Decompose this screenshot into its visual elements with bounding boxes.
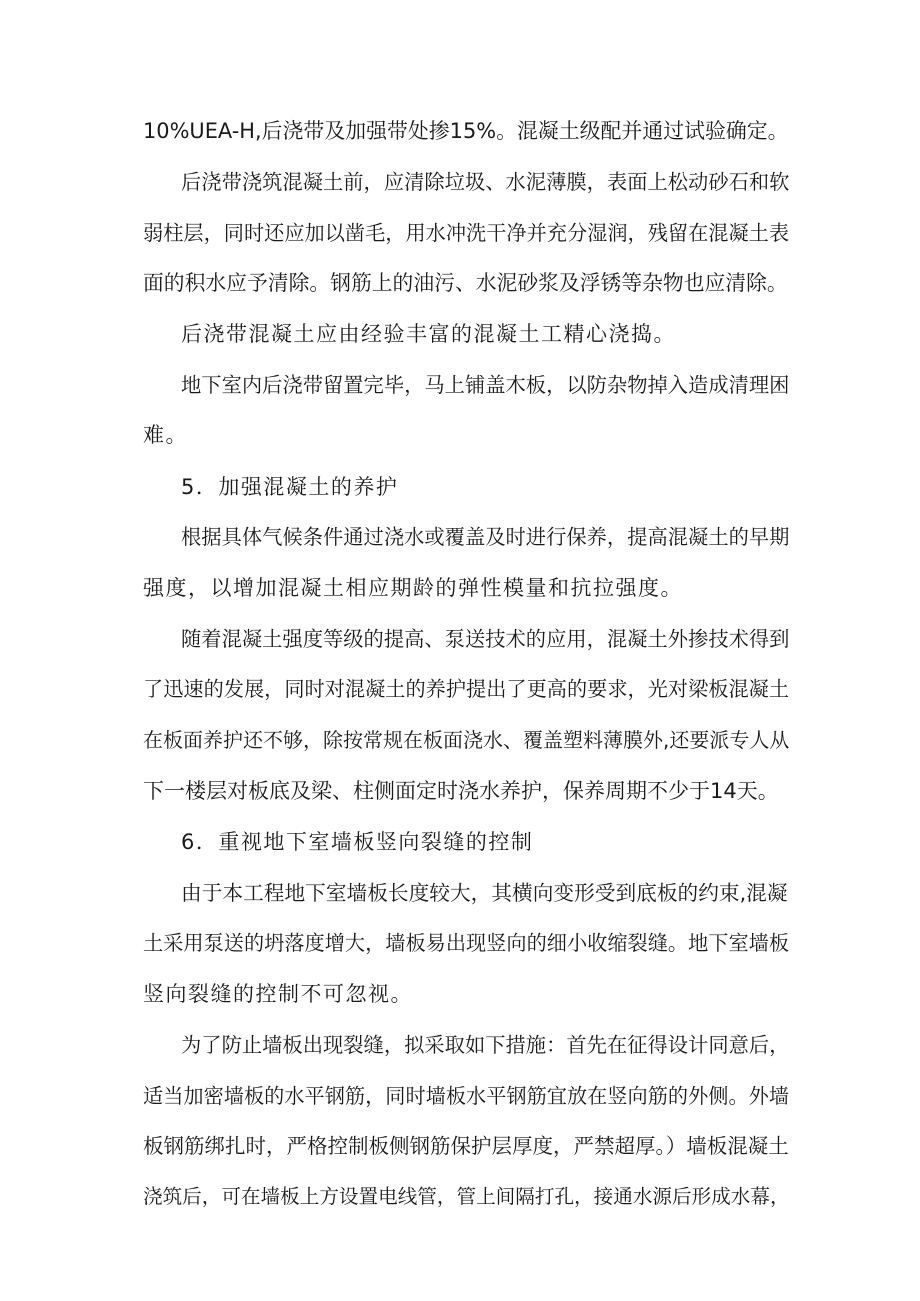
text-line-10: 强度，以增加混凝土相应期龄的弹性模量和抗拉强度。	[143, 576, 683, 600]
text-line-4: 面的积水应予清除。钢筋上的油污、水泥砂浆及浮锈等杂物也应清除。	[143, 271, 788, 295]
text-line-21: 板钢筋绑扎时，严格控制板侧钢筋保护层厚度，严禁超厚。）墙板混凝土	[143, 1134, 789, 1158]
text-line-13: 在板面养护还不够，除按常规在板面浇水、覆盖塑料薄膜外,还要派专人从	[143, 728, 790, 752]
text-line-3: 弱柱层，同时还应加以凿毛，用水冲洗干净并充分湿润，残留在混凝土表	[143, 221, 790, 245]
text-line-14: 下一楼层对板底及梁、柱侧面定时浇水养护，保养周期不少于14天。	[143, 779, 779, 803]
text-line-11: 随着混凝土强度等级的提高、泵送技术的应用，混凝土外掺技术得到	[181, 627, 790, 651]
text-line-9: 根据具体气候条件通过浇水或覆盖及时进行保养，提高混凝土的早期	[181, 525, 790, 549]
text-line-19: 为了防止墙板出现裂缝，拟采取如下措施：首先在征得设计同意后，	[181, 1033, 790, 1057]
text-line-5: 后浇带混凝土应由经验丰富的混凝土工精心浇捣。	[181, 322, 676, 346]
text-line-16: 由于本工程地下室墙板长度较大，其横向变形受到底板的约束,混凝	[181, 881, 788, 905]
section-heading-6: 6．重视地下室墙板竖向裂缝的控制	[181, 830, 534, 854]
text-line-12: 了迅速的发展，同时对混凝土的养护提出了更高的要求，光对梁板混凝土	[143, 677, 790, 701]
text-line-6: 地下室内后浇带留置完毕，马上铺盖木板，以防杂物掉入造成清理困	[181, 373, 790, 397]
text-line-18: 竖向裂缝的控制不可忽视。	[143, 982, 413, 1006]
text-line-17: 土采用泵送的坍落度增大，墙板易出现竖向的细小收缩裂缝。地下室墙板	[143, 931, 790, 955]
text-line-2: 后浇带浇筑混凝土前，应清除垃圾、水泥薄膜，表面上松动砂石和软	[181, 170, 790, 194]
text-line-20: 适当加密墙板的水平钢筋，同时墙板水平钢筋宜放在竖向筋的外侧。外墙	[143, 1084, 790, 1108]
text-line-1: 10%UEA-H,后浇带及加强带处掺15%。混凝土级配并通过试验确定。	[143, 119, 789, 143]
text-line-22: 浇筑后，可在墙板上方设置电线管，管上间隔打孔，接通水源后形成水幕，	[143, 1185, 790, 1208]
section-heading-5: 5．加强混凝土的养护	[181, 475, 399, 499]
text-line-7: 难。	[143, 423, 188, 447]
